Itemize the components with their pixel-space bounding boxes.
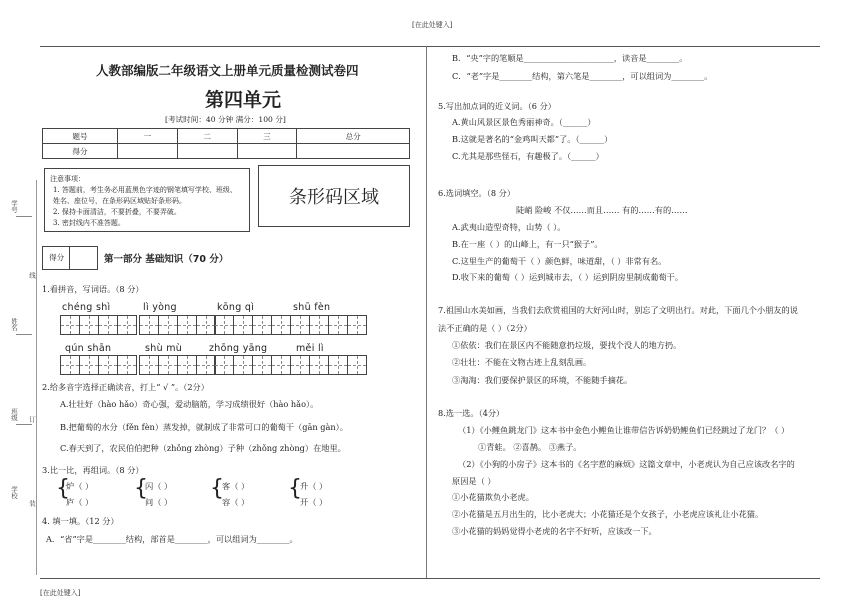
score-header-cell: 总分	[297, 129, 410, 144]
q2-stem: 2.给多音字选择正确读音，打上“ √ ”。（2分）	[42, 382, 209, 392]
binding-label-xingming: 姓名	[10, 318, 18, 331]
header-rule	[40, 46, 820, 47]
page-footer: [在此处键入]	[40, 589, 81, 597]
notice-line: 姓名、座位号，在条形码区域贴好条形码。	[53, 197, 186, 205]
brace-icon: {	[56, 476, 70, 501]
q3-word[interactable]: 闪（ ）	[145, 481, 173, 491]
score-cell[interactable]	[118, 144, 178, 159]
q8-sub1[interactable]: （1）《小鲤鱼跳龙门》这本书中金色小鲤鱼让谁带信告诉奶奶鲤鱼们已经跳过了龙门？（ ）	[458, 425, 790, 435]
q3-word[interactable]: 炉（ ）	[66, 481, 94, 491]
q4-item-c[interactable]: C．“老”字是________结构，第六笔是________，可以组词为________。	[452, 71, 713, 81]
q8-option: ②小花猫是五月出生的，比小老虎大；小花猫还是个女孩子，小老虎应该礼让小花猫。	[452, 509, 764, 519]
q4-stem: 4. 填一填。（12 分）	[42, 516, 119, 526]
q1-pinyin: kōng qì	[217, 302, 255, 313]
q7-option: ③淘淘：我们要保护景区的环境，不能随手摘花。	[452, 375, 633, 385]
q8-sub1-options: ①青蛙。 ②喜鹊。 ③燕子。	[478, 442, 582, 452]
q5-item-b[interactable]: B.这就是著名的“金鸡叫天都”了。（______）	[452, 134, 613, 144]
q3-word[interactable]: 开（ ）	[300, 497, 328, 507]
q2-option-c[interactable]: C.春天到了，农民伯伯把种（zhǒng zhòng）子种（zhǒng zhòng）在地里。	[60, 443, 346, 453]
q1-pinyin: shū fèn	[293, 302, 331, 313]
score-header-cell: 题号	[43, 129, 118, 144]
writing-grid[interactable]	[290, 355, 366, 375]
brace-icon: {	[288, 476, 302, 501]
score-header-cell: 一	[118, 129, 178, 144]
score-header-cell: 二	[177, 129, 237, 144]
score-table-header-row	[43, 129, 410, 144]
q1-pinyin: lì yòng	[143, 302, 177, 313]
brace-icon: {	[134, 476, 148, 501]
defen-box	[42, 246, 98, 270]
q1-pinyin: zhōng yāng	[209, 343, 268, 354]
q8-option: ①小花猫欺负小老虎。	[452, 492, 534, 502]
q1-pinyin: qún shān	[65, 343, 112, 354]
q3-word[interactable]: 容（ ）	[222, 497, 250, 507]
q7-option: ①依依：我们在景区内不能随意扔垃圾，要找个没人的地方扔。	[452, 340, 682, 350]
score-cell[interactable]	[177, 144, 237, 159]
binding-line	[36, 180, 37, 575]
unit-title: 第四单元	[205, 89, 282, 111]
score-table-row	[43, 144, 410, 159]
q1-pinyin: měi lì	[296, 343, 324, 354]
q3-stem: 3.比一比，再组词。（8 分）	[42, 465, 144, 475]
binding-label-banji: 班级	[10, 408, 18, 421]
barcode-area: 条形码区域	[258, 165, 410, 227]
q6-item-a[interactable]: A.武夷山造型奇特，山势（ ）。	[452, 222, 566, 232]
q4-item-b[interactable]: B．“央”字的笔顺是______________________，读音是________。	[452, 53, 688, 63]
q8-stem: 8.选一选。（4分）	[438, 408, 505, 418]
column-divider	[426, 46, 427, 578]
writing-grid[interactable]	[214, 355, 290, 375]
score-table	[42, 128, 410, 159]
defen-label: 得分	[49, 253, 65, 262]
q8-sub2-line2[interactable]: 原因是（ ）	[452, 476, 496, 486]
q1-pinyin: shù mù	[145, 343, 183, 354]
q1-pinyin: chéng shì	[62, 302, 111, 313]
binding-blank-2	[16, 334, 32, 335]
notice-line: 2. 保持卡面清洁，不要折叠，不要弄破。	[53, 208, 181, 216]
binding-blank-3	[16, 424, 32, 425]
notice-line: 3. 密封线内不准答题。	[53, 219, 125, 227]
binding-label-xuexiao: 学校	[10, 486, 18, 499]
q7-option: ②壮壮：不能在文物古迹上乱刻乱画。	[452, 357, 592, 367]
q6-word-bank: 陡峭 险峻 不仅……而且…… 有的……有的……	[516, 205, 688, 215]
notice-box	[44, 168, 250, 232]
writing-grid[interactable]	[60, 315, 136, 335]
writing-grid[interactable]	[214, 315, 290, 335]
notice-line: 1. 答题前，考生务必用蓝黑色字迹的钢笔填写学校、班级、	[53, 186, 237, 194]
notice-title: 注意事项：	[50, 175, 85, 183]
q1-stem: 1.看拼音，写词语。（8 分）	[42, 284, 144, 294]
q8-option: ③小花猫的妈妈觉得小老虎的名字不好听，应该改一下。	[452, 526, 657, 536]
q4-item-a[interactable]: A．“省”字是________结构，部首是________，可以组词为________。	[46, 534, 298, 544]
score-cell[interactable]	[297, 144, 410, 159]
page-header: [在此处键入]	[412, 21, 453, 29]
part1-title: 第一部分 基础知识（70 分）	[104, 254, 229, 265]
q3-word[interactable]: 客（ ）	[222, 481, 250, 491]
writing-grid[interactable]	[139, 355, 215, 375]
exam-info: [考试时间：40 分钟 满分：100 分]	[165, 115, 286, 124]
brace-icon: {	[210, 476, 224, 501]
writing-grid[interactable]	[60, 355, 136, 375]
exam-title: 人教部编版二年级语文上册单元质量检测试卷四	[96, 63, 359, 78]
footer-rule	[40, 578, 820, 579]
q2-option-b[interactable]: B.把葡萄的水分（fěn fèn）蒸发掉，就制成了非常可口的葡萄干（gān gàn）。	[60, 422, 348, 432]
q3-word[interactable]: 问（ ）	[145, 497, 173, 507]
writing-grid[interactable]	[290, 315, 366, 335]
score-header-cell: 三	[237, 129, 297, 144]
binding-word-xian: 线	[28, 272, 36, 279]
q2-option-a[interactable]: A.壮壮好（hào hǎo）奇心强，爱动脑筋，学习成绩很好（hào hǎo）。	[60, 399, 319, 409]
q6-item-b[interactable]: B.在一座（ ）的山峰上，有一只“猴子”。	[452, 239, 603, 249]
binding-word-zhuang: 装	[28, 500, 36, 507]
binding-label-xuehao: 学号	[10, 200, 18, 213]
q6-stem: 6.选词填空。（8 分）	[438, 188, 516, 198]
q7-stem-line2[interactable]: 法不正确的是（ ）（2分）	[438, 323, 532, 333]
score-row-label: 得分	[43, 144, 118, 159]
q6-item-c[interactable]: C.这里生产的葡萄干（ ）颜色鲜，味道甜，（ ）非常有名。	[452, 256, 667, 266]
q6-item-d[interactable]: D.收下来的葡萄（ ）运到城市去，（ ）运到阴房里制成葡萄干。	[452, 272, 684, 282]
binding-word-ding: 订	[28, 416, 36, 423]
q5-stem: 5.写出加点词的近义词。（6 分）	[438, 101, 556, 111]
score-cell[interactable]	[237, 144, 297, 159]
q8-sub2-line1: （2）《小狗的小房子》这本书的《名字惹的麻烦》这篇文章中，小老虎认为自己应该改名字的	[458, 459, 795, 469]
q7-stem-line1: 7.祖国山水美如画，当我们去欣赏祖国的大好河山时，别忘了文明出行。对此，下面几个小朋友的说	[438, 305, 798, 315]
writing-grid[interactable]	[139, 315, 215, 335]
q3-word[interactable]: 庐（ ）	[66, 497, 94, 507]
binding-blank-1	[16, 216, 32, 217]
defen-divider	[69, 247, 70, 269]
q5-item-a[interactable]: A.黄山风景区景色秀丽神奇。（______）	[452, 117, 596, 127]
q3-word[interactable]: 升（ ）	[300, 481, 328, 491]
q5-item-c[interactable]: C.尤其是那些怪石，有趣极了。（______）	[452, 151, 604, 161]
